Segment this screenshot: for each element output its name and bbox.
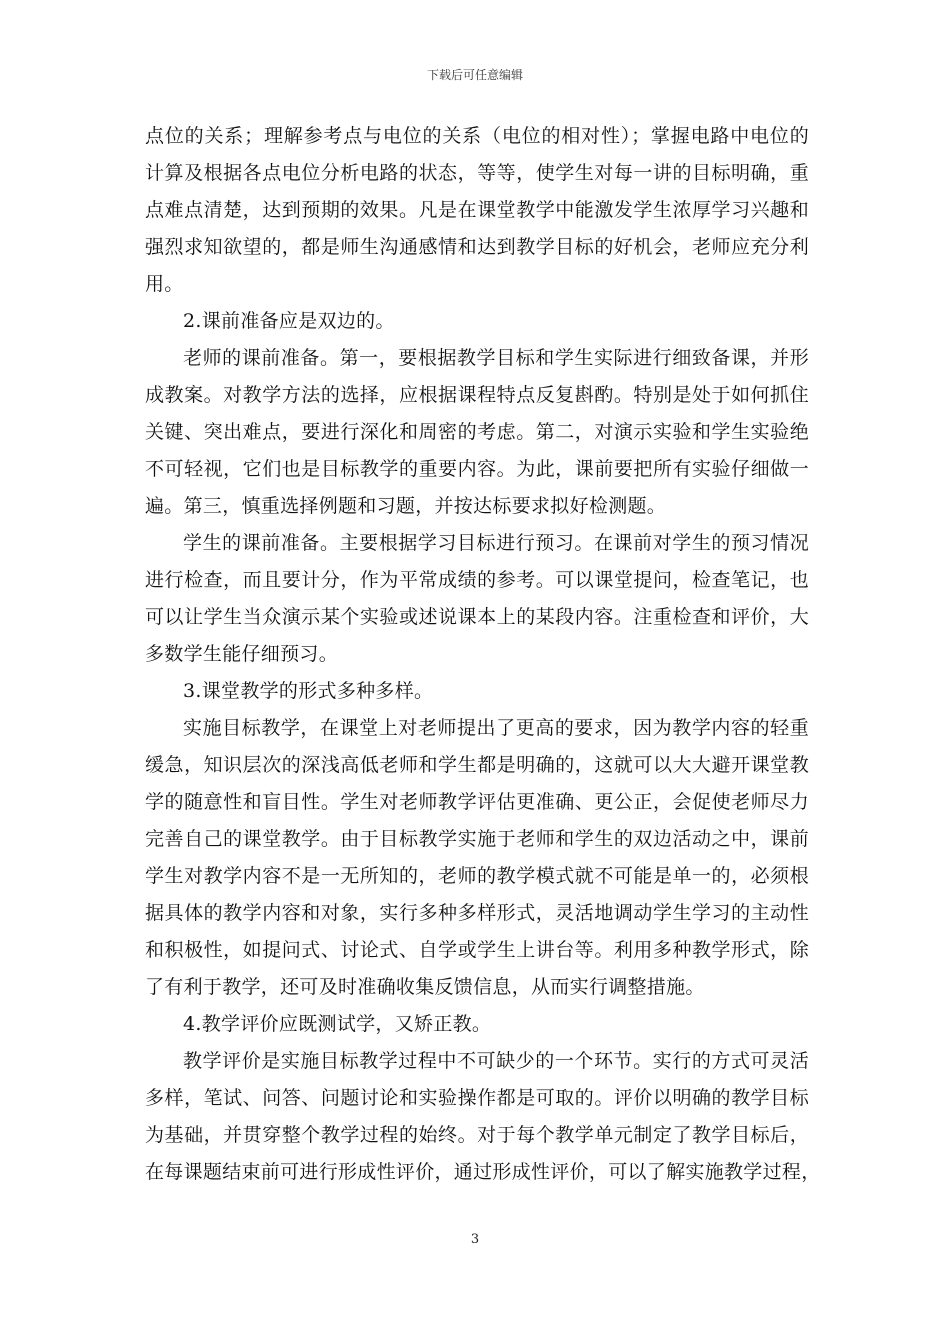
text-line: 在每课题结束前可进行形成性评价，通过形成性评价，可以了解实施教学过程，: [145, 1161, 821, 1183]
text-line: 关键、突出难点，要进行深化和周密的考虑。第二，对演示实验和学生实验绝: [145, 421, 809, 443]
text-line: 为基础，并贯穿整个教学过程的始终。对于每个教学单元制定了教学目标后，: [145, 1124, 809, 1146]
text-line: 多样，笔试、问答、问题讨论和实验操作都是可取的。评价以明确的教学目标: [145, 1087, 809, 1109]
text-line: 点位的关系；理解参考点与电位的关系（电位的相对性）；掌握电路中电位的: [145, 125, 809, 147]
text-line: 据具体的教学内容和对象，实行多种多样形式，灵活地调动学生学习的主动性: [145, 902, 809, 924]
text-line: 3.课堂教学的形式多种多样。: [183, 680, 434, 702]
text-line: 缓急，知识层次的深浅高低老师和学生都是明确的，这就可以大大避开课堂教: [145, 754, 809, 776]
text-line: 了有利于教学，还可及时准确收集反馈信息，从而实行调整措施。: [145, 976, 705, 998]
text-line: 学生对教学内容不是一无所知的，老师的教学模式就不可能是单一的，必须根: [145, 865, 809, 887]
text-line: 计算及根据各点电位分析电路的状态，等等，使学生对每一讲的目标明确，重: [145, 162, 809, 184]
text-line: 老师的课前准备。第一，要根据教学目标和学生实际进行细致备课，并形: [183, 347, 809, 369]
text-line: 2.课前准备应是双边的。: [183, 310, 395, 332]
text-line: 4.教学评价应既测试学，又矫正教。: [183, 1013, 492, 1035]
text-line: 多数学生能仔细预习。: [145, 643, 339, 665]
text-line: 和积极性，如提问式、讨论式、自学或学生上讲台等。利用多种教学形式，除: [145, 939, 809, 961]
document-body: [145, 118, 821, 1191]
page-number: 3: [470, 1232, 480, 1247]
text-line: 点难点清楚，达到预期的效果。凡是在课堂教学中能激发学生浓厚学习兴趣和: [145, 199, 809, 221]
text-line: 进行检查，而且要计分，作为平常成绩的参考。可以课堂提问，检查笔记，也: [145, 569, 809, 591]
text-line: 可以让学生当众演示某个实验或述说课本上的某段内容。注重检查和评价，大: [145, 606, 809, 628]
text-line: 用。: [145, 273, 184, 295]
page-header: 下载后可任意编辑: [426, 68, 523, 82]
text-line: 遍。第三，慎重选择例题和习题，并按达标要求拟好检测题。: [145, 495, 667, 517]
text-line: 教学评价是实施目标教学过程中不可缺少的一个环节。实行的方式可灵活: [183, 1050, 809, 1072]
text-line: 不可轻视，它们也是目标教学的重要内容。为此，课前要把所有实验仔细做一: [145, 458, 809, 480]
text-line: 学生的课前准备。主要根据学习目标进行预习。在课前对学生的预习情况: [183, 532, 809, 554]
text-line: 实施目标教学，在课堂上对老师提出了更高的要求，因为教学内容的轻重: [183, 717, 809, 739]
text-line: 学的随意性和盲目性。学生对老师教学评估更准确、更公正，会促使老师尽力: [145, 791, 809, 813]
text-line: 完善自己的课堂教学。由于目标教学实施于老师和学生的双边活动之中，课前: [145, 828, 809, 850]
text-line: 强烈求知欲望的，都是师生沟通感情和达到教学目标的好机会，老师应充分利: [145, 236, 809, 258]
text-line: 成教案。对教学方法的选择，应根据课程特点反复斟酌。特别是处于如何抓住: [145, 384, 809, 406]
